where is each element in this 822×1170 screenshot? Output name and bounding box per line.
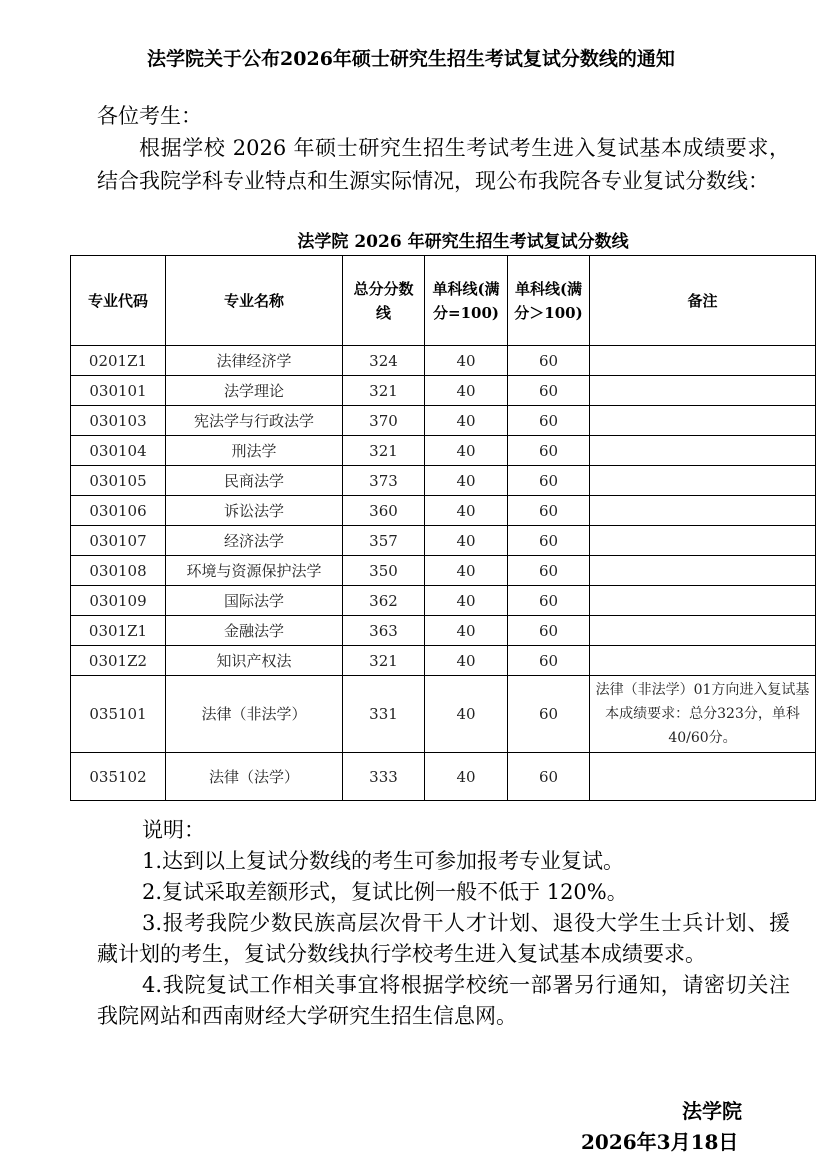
cell-name: 刑法学: [166, 436, 343, 466]
cell-single-gt100: 60: [508, 556, 590, 586]
cell-remark: [590, 753, 816, 801]
cell-total: 363: [343, 616, 425, 646]
cell-single-100: 40: [425, 556, 508, 586]
cell-single-100: 40: [425, 376, 508, 406]
cell-single-100: 40: [425, 466, 508, 496]
cell-code: 035101: [71, 676, 166, 753]
cell-code: 035102: [71, 753, 166, 801]
notes-section: [97, 815, 790, 1032]
table-row: [71, 436, 816, 466]
table-row: [71, 406, 816, 436]
table-row: [71, 753, 816, 801]
table-row: [71, 646, 816, 676]
table-row: [71, 556, 816, 586]
cell-code: 030108: [71, 556, 166, 586]
cell-code: 030103: [71, 406, 166, 436]
cell-name: 法律（非法学）: [166, 676, 343, 753]
cell-single-gt100: 60: [508, 753, 590, 801]
cell-single-gt100: 60: [508, 676, 590, 753]
cell-single-gt100: 60: [508, 586, 590, 616]
note-item: 1.达到以上复试分数线的考生可参加报考专业复试。: [142, 849, 625, 873]
cell-total: 357: [343, 526, 425, 556]
table-row: [71, 466, 816, 496]
cell-total: 324: [343, 346, 425, 376]
cell-single-100: 40: [425, 526, 508, 556]
cell-name: 环境与资源保护法学: [166, 556, 343, 586]
cell-code: 030101: [71, 376, 166, 406]
cell-name: 诉讼法学: [166, 496, 343, 526]
cell-code: 030107: [71, 526, 166, 556]
header-name: 专业名称: [166, 256, 343, 346]
table-caption: 法学院 2026 年研究生招生考试复试分数线: [297, 232, 629, 252]
cell-remark: [590, 466, 816, 496]
table-row: [71, 376, 816, 406]
header-code: 专业代码: [71, 256, 166, 346]
cell-total: 333: [343, 753, 425, 801]
cell-code: 030106: [71, 496, 166, 526]
cell-single-100: 40: [425, 646, 508, 676]
cell-remark: 法律（非法学）01方向进入复试基本成绩要求：总分323分，单科40/60分。: [590, 676, 816, 753]
cell-code: 030104: [71, 436, 166, 466]
cell-remark: [590, 616, 816, 646]
note-item: 2.复试采取差额形式，复试比例一般不低于 120%。: [142, 880, 628, 904]
cell-single-gt100: 60: [508, 646, 590, 676]
cell-remark: [590, 376, 816, 406]
cell-single-100: 40: [425, 346, 508, 376]
cell-single-gt100: 60: [508, 406, 590, 436]
cell-total: 350: [343, 556, 425, 586]
cell-single-100: 40: [425, 753, 508, 801]
cell-single-gt100: 60: [508, 376, 590, 406]
cell-total: 321: [343, 646, 425, 676]
cell-total: 360: [343, 496, 425, 526]
page-title: 法学院关于公布2026年硕士研究生招生考试复试分数线的通知: [147, 48, 675, 70]
cell-total: 331: [343, 676, 425, 753]
cell-remark: [590, 436, 816, 466]
cell-remark: [590, 496, 816, 526]
table-row: [71, 616, 816, 646]
cell-single-100: 40: [425, 586, 508, 616]
header-total: 总分分数线: [343, 256, 425, 346]
cell-single-gt100: 60: [508, 346, 590, 376]
signature-date: 2026年3月18日: [581, 1130, 739, 1154]
header-single-gt100: 单科线(满分＞100): [508, 256, 590, 346]
cell-total: 321: [343, 376, 425, 406]
cell-single-gt100: 60: [508, 496, 590, 526]
cell-single-gt100: 60: [508, 466, 590, 496]
cell-name: 法律经济学: [166, 346, 343, 376]
cell-name: 法律（法学）: [166, 753, 343, 801]
cell-remark: [590, 406, 816, 436]
cell-remark: [590, 346, 816, 376]
cell-code: 030105: [71, 466, 166, 496]
cell-single-100: 40: [425, 616, 508, 646]
cell-single-100: 40: [425, 406, 508, 436]
header-single-100: 单科线(满分=100): [425, 256, 508, 346]
table-header-row: [71, 256, 816, 346]
cell-single-100: 40: [425, 496, 508, 526]
cell-total: 321: [343, 436, 425, 466]
table-row: [71, 346, 816, 376]
note-item: 3.报考我院少数民族高层次骨干人才计划、退役大学生士兵计划、援藏计划的考生，复试分数线执行学校考生进入复试基本成绩要求。: [97, 911, 790, 966]
cell-code: 0301Z1: [71, 616, 166, 646]
cell-total: 373: [343, 466, 425, 496]
salutation: 各位考生：: [97, 104, 202, 128]
header-remark: 备注: [590, 256, 816, 346]
note-item: 4.我院复试工作相关事宜将根据学校统一部署另行通知，请密切关注我院网站和西南财经大学研究生招生信息网。: [97, 973, 790, 1028]
cell-code: 0201Z1: [71, 346, 166, 376]
cell-single-gt100: 60: [508, 526, 590, 556]
cell-remark: [590, 586, 816, 616]
cell-single-gt100: 60: [508, 436, 590, 466]
table-row: [71, 676, 816, 753]
cell-total: 362: [343, 586, 425, 616]
cell-single-100: 40: [425, 676, 508, 753]
cell-code: 030109: [71, 586, 166, 616]
cell-name: 国际法学: [166, 586, 343, 616]
cell-name: 金融法学: [166, 616, 343, 646]
cell-name: 民商法学: [166, 466, 343, 496]
cell-name: 知识产权法: [166, 646, 343, 676]
cell-code: 0301Z2: [71, 646, 166, 676]
cell-remark: [590, 646, 816, 676]
intro-paragraph: 根据学校 2026 年硕士研究生招生考试考生进入复试基本成绩要求，结合我院学科专业特点和生源实际情况，现公布我院各专业复试分数线：: [97, 136, 790, 193]
table-row: [71, 526, 816, 556]
cell-name: 宪法学与行政法学: [166, 406, 343, 436]
cell-name: 法学理论: [166, 376, 343, 406]
cell-name: 经济法学: [166, 526, 343, 556]
cell-total: 370: [343, 406, 425, 436]
table-row: [71, 586, 816, 616]
cell-single-gt100: 60: [508, 616, 590, 646]
cell-remark: [590, 556, 816, 586]
cell-remark: [590, 526, 816, 556]
notes-heading: 说明：: [142, 818, 205, 842]
cell-single-100: 40: [425, 436, 508, 466]
signature-issuer: 法学院: [682, 1099, 742, 1123]
table-row: [71, 496, 816, 526]
score-table: [70, 255, 816, 801]
